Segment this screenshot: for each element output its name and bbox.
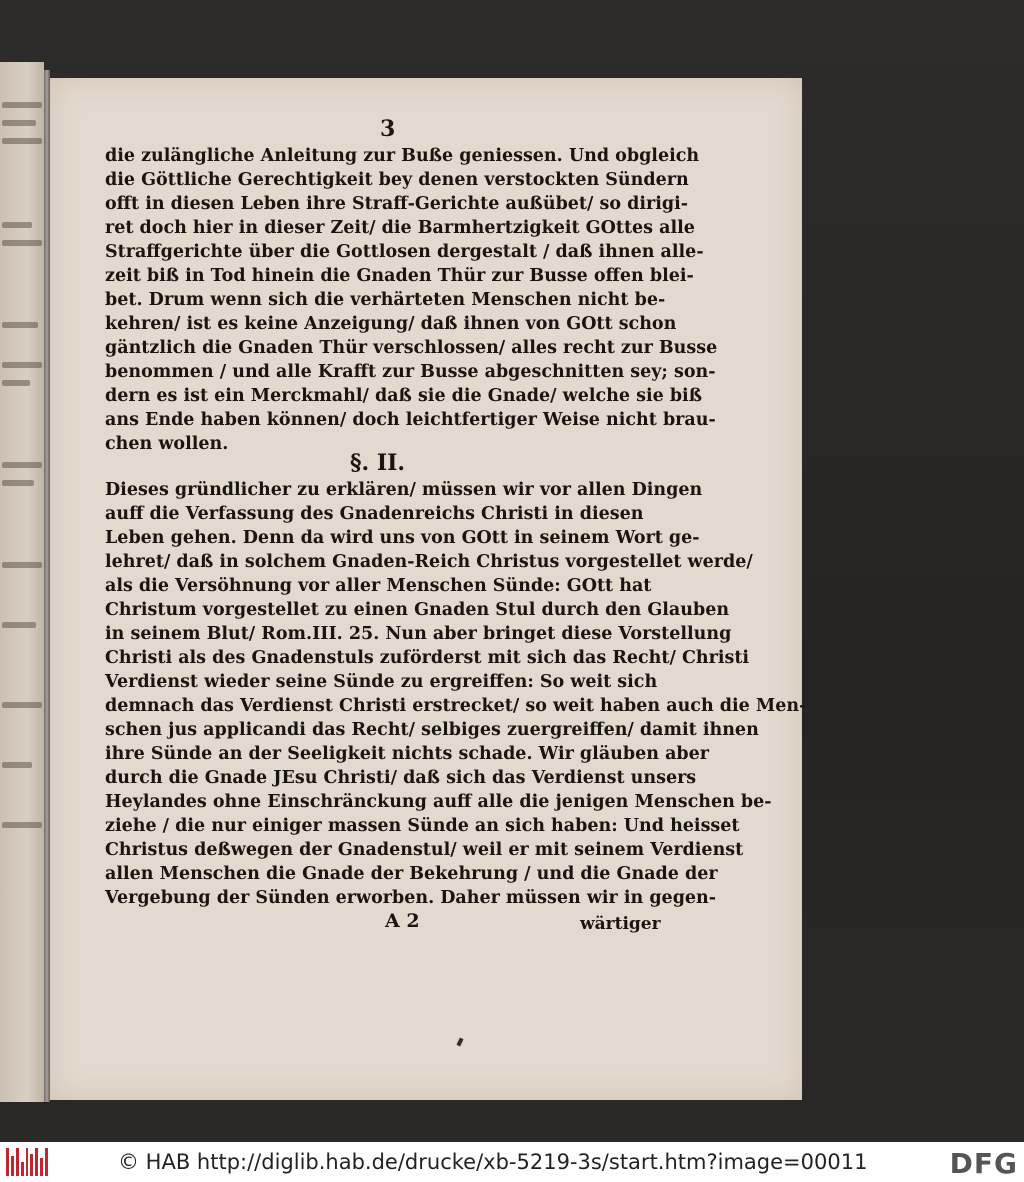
section-line: Leben gehen. Denn da wird uns von GOtt in seinem Wort ge- bbox=[105, 528, 700, 548]
page-number: 3 bbox=[380, 116, 397, 142]
body-line: ret doch hier in dieser Zeit/ die Barmhertzigkeit GOttes alle bbox=[105, 218, 695, 238]
section-line: allen Menschen die Gnade der Bekehrung / und die Gnade der bbox=[105, 864, 718, 884]
body-line: offt in diesen Leben ihre Straff-Gerichte außübet/ so dirigi- bbox=[105, 194, 689, 214]
footer-bar bbox=[0, 1142, 1024, 1182]
body-line: Straffgerichte über die Gottlosen dergestalt / daß ihnen alle- bbox=[105, 242, 704, 262]
body-line: chen wollen. bbox=[105, 434, 229, 454]
body-line: bet. Drum wenn sich die verhärteten Menschen nicht be- bbox=[105, 290, 666, 310]
section-heading: §. II. bbox=[350, 450, 406, 476]
section-line: Dieses gründlicher zu erklären/ müssen wir vor allen Dingen bbox=[105, 480, 703, 500]
section-line: schen jus applicandi das Recht/ selbiges zuergreiffen/ damit ihnen bbox=[105, 720, 759, 740]
section-line: durch die Gnade JEsu Christi/ daß sich das Verdienst unsers bbox=[105, 768, 697, 788]
body-line: dern es ist ein Merckmahl/ daß sie die Gnade/ welche sie biß bbox=[105, 386, 702, 406]
ink-speck bbox=[456, 1038, 463, 1047]
section-line: in seinem Blut/ Rom.III. 25. Nun aber bringet diese Vorstellung bbox=[105, 624, 732, 644]
section-line: ihre Sünde an der Seeligkeit nichts schade. Wir gläuben aber bbox=[105, 744, 709, 764]
section-line: Heylandes ohne Einschränckung auff alle die jenigen Menschen be- bbox=[105, 792, 772, 812]
section-line: Vergebung der Sünden erworben. Daher müssen wir in gegen- bbox=[105, 888, 717, 908]
body-line: ans Ende haben können/ doch leichtfertiger Weise nicht brau- bbox=[105, 410, 716, 430]
catchword: wärtiger bbox=[580, 914, 661, 934]
body-line: zeit biß in Tod hinein die Gnaden Thür zur Busse offen blei- bbox=[105, 266, 694, 286]
section-line: auff die Verfassung des Gnadenreichs Christi in diesen bbox=[105, 504, 644, 524]
section-line: Verdienst wieder seine Sünde zu ergreiffen: So weit sich bbox=[105, 672, 658, 692]
signature-mark: A 2 bbox=[385, 910, 420, 932]
hab-logo-icon bbox=[6, 1148, 48, 1176]
section-line: demnach das Verdienst Christi erstrecket/ so weit haben auch die Men- bbox=[105, 696, 807, 716]
section-line: Christi als des Gnadenstuls zuförderst mit sich das Recht/ Christi bbox=[105, 648, 750, 668]
body-line: die zulängliche Anleitung zur Buße geniessen. Und obgleich bbox=[105, 146, 700, 166]
section-line: lehret/ daß in solchem Gnaden-Reich Christus vorgestellet werde/ bbox=[105, 552, 753, 572]
adjacent-page-edge bbox=[0, 62, 44, 1102]
copyright-url-text[interactable]: © HAB http://diglib.hab.de/drucke/xb-5219-3s/start.htm?image=00011 bbox=[118, 1150, 868, 1174]
document-page bbox=[50, 78, 807, 1100]
body-line: kehren/ ist es keine Anzeigung/ daß ihnen von GOtt schon bbox=[105, 314, 677, 334]
section-line: ziehe / die nur einiger massen Sünde an sich haben: Und heisset bbox=[105, 816, 740, 836]
body-line: die Göttliche Gerechtigkeit bey denen verstockten Sündern bbox=[105, 170, 689, 190]
section-line: Christum vorgestellet zu einen Gnaden Stul durch den Glauben bbox=[105, 600, 730, 620]
dfg-logo: DFG bbox=[949, 1147, 1018, 1180]
section-line: als die Versöhnung vor aller Menschen Sünde: GOtt hat bbox=[105, 576, 652, 596]
body-line: benommen / und alle Krafft zur Busse abgeschnitten sey; son- bbox=[105, 362, 716, 382]
section-line: Christus deßwegen der Gnadenstul/ weil er mit seinem Verdienst bbox=[105, 840, 744, 860]
body-line: gäntzlich die Gnaden Thür verschlossen/ alles recht zur Busse bbox=[105, 338, 718, 358]
